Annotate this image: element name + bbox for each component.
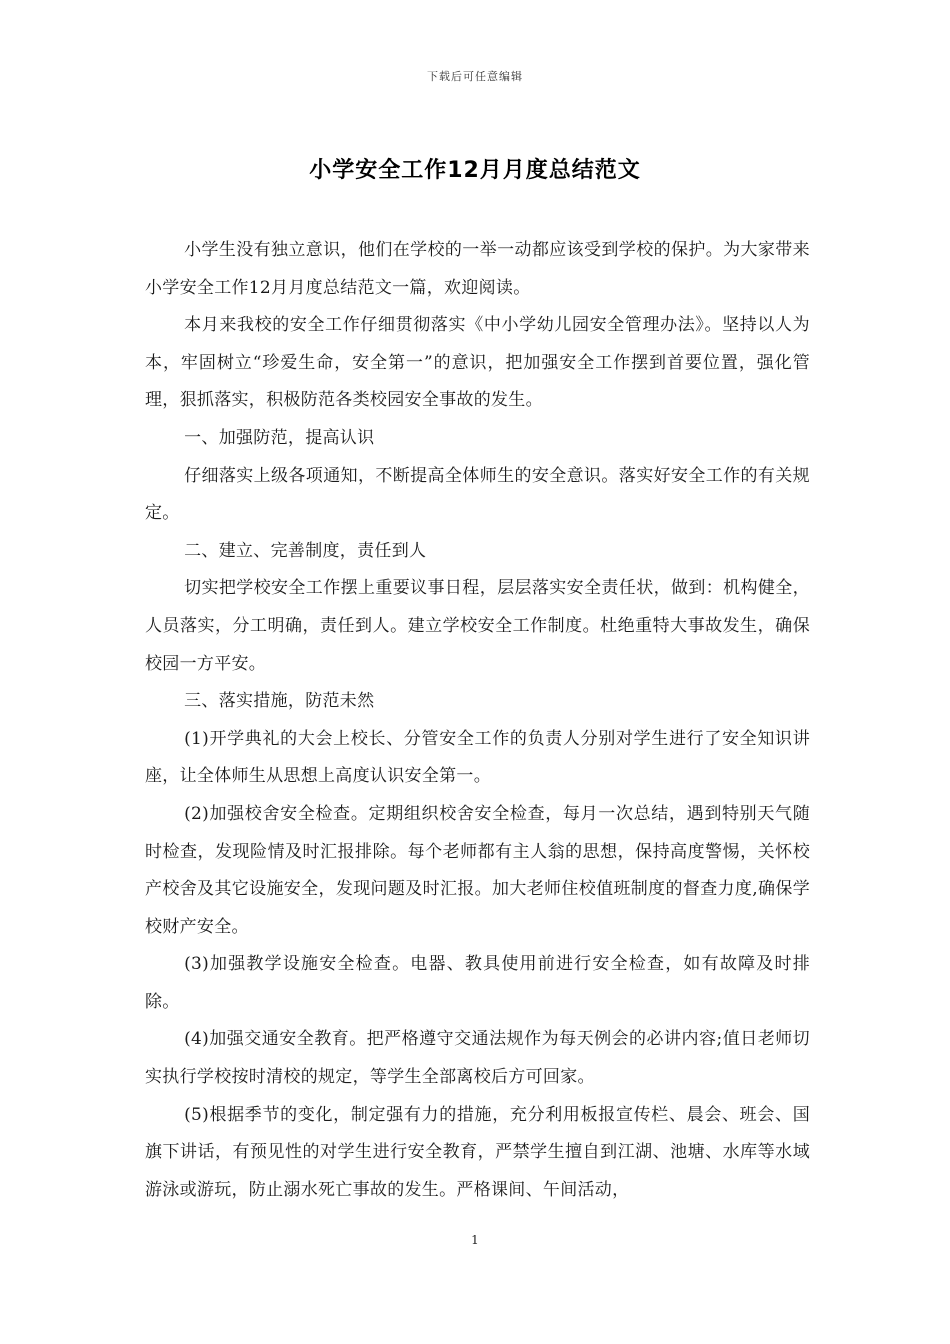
measure-item-4: (4)加强交通安全教育。把严格遵守交通法规作为每天例会的必讲内容;值日老师切实执行学校按时清校的规定，等学生全部离校后方可回家。: [145, 1029, 810, 1088]
document-body: [145, 232, 810, 1209]
intro-paragraph: 小学生没有独立意识，他们在学校的一举一动都应该受到学校的保护。为大家带来小学安全工作12月月度总结范文一篇，欢迎阅读。: [145, 240, 810, 298]
overview-paragraph: 本月来我校的安全工作仔细贯彻落实《中小学幼儿园安全管理办法》。坚持以人为本，牢固树立“珍爱生命，安全第一”的意识，把加强安全工作摆到首要位置，强化管理，狠抓落实，积极防范各类校园安全事故的发生。: [145, 315, 810, 411]
page-number: 1: [471, 1233, 479, 1247]
section-2-paragraph: 切实把学校安全工作摆上重要议事日程，层层落实安全责任状，做到：机构健全，人员落实，分工明确，责任到人。建立学校安全工作制度。杜绝重特大事故发生，确保校园一方平安。: [145, 578, 810, 674]
document-title: 小学安全工作12月月度总结范文: [309, 158, 641, 183]
measure-item-3: (3)加强教学设施安全检查。电器、教具使用前进行安全检查，如有故障及时排除。: [145, 954, 810, 1012]
measure-item-1: (1)开学典礼的大会上校长、分管安全工作的负责人分别对学生进行了安全知识讲座，让全体师生从思想上高度认识安全第一。: [145, 728, 810, 787]
header-note: 下载后可任意编辑: [427, 70, 523, 83]
section-1-paragraph: 仔细落实上级各项通知，不断提高全体师生的安全意识。落实好安全工作的有关规定。: [145, 465, 810, 524]
section-heading-3: 三、落实措施，防范未然: [184, 691, 375, 712]
measure-item-5: (5)根据季节的变化，制定强有力的措施，充分利用板报宣传栏、晨会、班会、国旗下讲话，有预见性的对学生进行安全教育，严禁学生擅自到江湖、池塘、水库等水域游泳或游玩，防止溺水死亡事故的发生。严格课间、午间活动，: [145, 1104, 810, 1200]
section-heading-1: 一、加强防范，提高认识: [184, 427, 375, 448]
section-heading-2: 二、建立、完善制度，责任到人: [184, 540, 427, 561]
measure-item-2: (2)加强校舍安全检查。定期组织校舍安全检查，每月一次总结，遇到特别天气随时检查，发现险情及时汇报排除。每个老师都有主人翁的思想，保持高度警惕，关怀校产校舍及其它设施安全，发现问题及时汇报。加大老师住校值班制度的督查力度,确保学校财产安全。: [145, 803, 810, 937]
